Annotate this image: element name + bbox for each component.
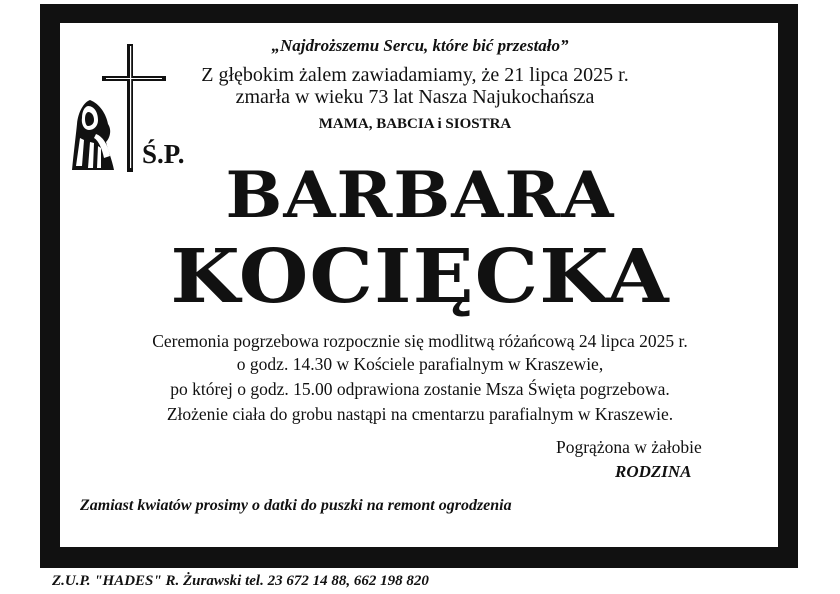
donation-request: Zamiast kwiatów prosimy o datki do puszki na remont ogrodzenia <box>80 497 512 514</box>
family-signature: RODZINA <box>615 462 692 481</box>
first-name: BARBARA <box>225 158 615 233</box>
ceremony-line: Ceremonia pogrzebowa rozpocznie się modlitwą różańcową 24 lipca 2025 r. <box>152 331 688 351</box>
ceremony-line: Złożenie ciała do grobu nastąpi na cmentarzu parafialnym w Kraszewie. <box>166 404 674 424</box>
intro-line-1: Z głębokim żalem zawiadamiamy, że 21 lipca 2025 r. <box>201 64 629 86</box>
funeral-home-footer: Z.U.P. "HADES" R. Żurawski tel. 23 672 14 88, 662 198 820 <box>52 573 429 589</box>
mourners-label: Pogrążona w żałobie <box>556 437 702 457</box>
motto: „Najdroższemu Sercu, które bić przestało” <box>271 36 569 55</box>
relation-line: MAMA, BABCIA i SIOSTRA <box>318 116 512 132</box>
ceremony-line: o godz. 14.30 w Kościele parafialnym w Kraszewie, <box>236 354 604 374</box>
last-name: KOCIĘCKA <box>170 234 670 320</box>
ceremony-line: po której o godz. 15.00 odprawiona zostanie Msza Święta pogrzebowa. <box>170 379 670 399</box>
honorific: Ś.P. <box>142 139 185 169</box>
intro-line-2: zmarła w wieku 73 lat Nasza Najukochańsza <box>235 86 595 108</box>
